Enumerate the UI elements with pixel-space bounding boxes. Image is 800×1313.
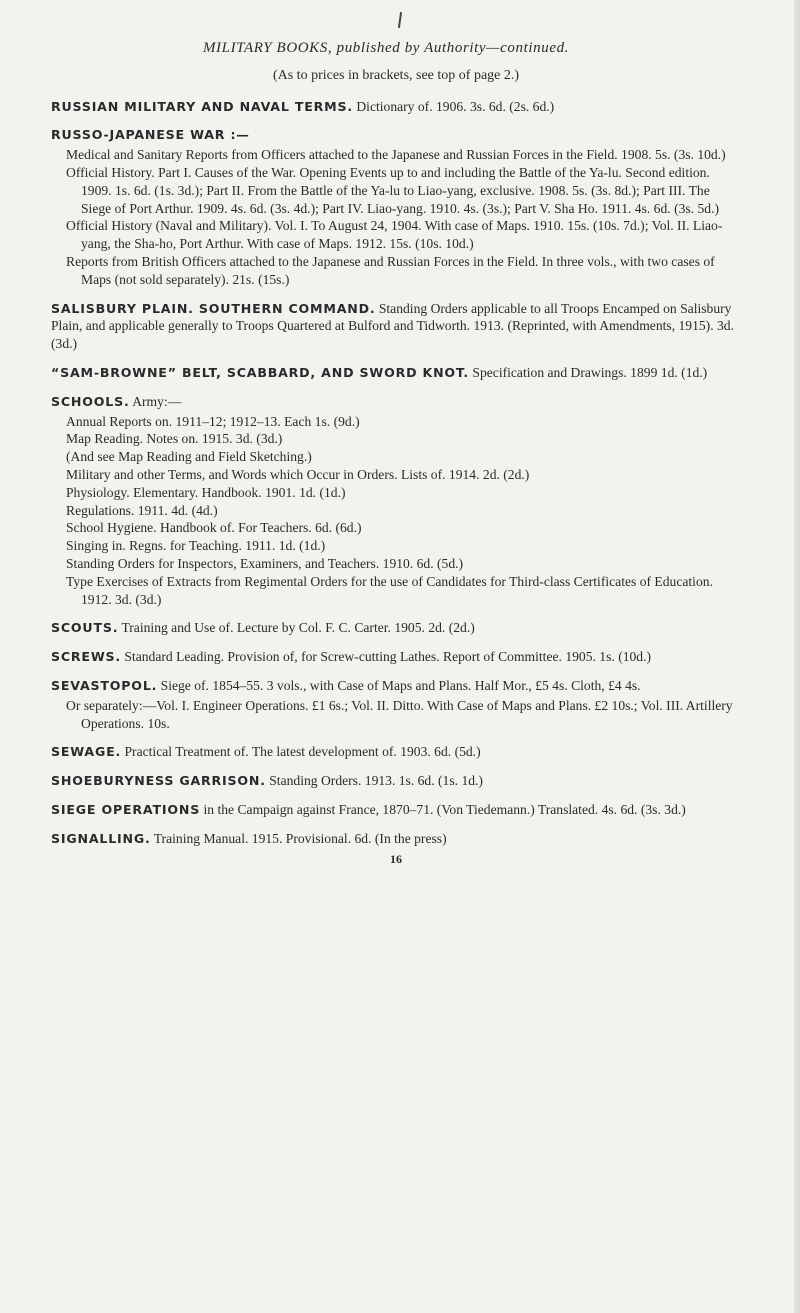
entry-heading: SEVASTOPOL. bbox=[51, 677, 158, 693]
entry-heading: SIGNALLING. bbox=[51, 830, 151, 846]
entry-heading: RUSSO-JAPANESE WAR :— bbox=[51, 127, 250, 143]
sub-entry: Military and other Terms, and Words which Occur in Orders. Lists of. 1914. 2d. (2d.) bbox=[66, 466, 530, 482]
running-head-title: MILITARY BOOKS, bbox=[202, 40, 333, 56]
entry-text: Practical Treatment of. The latest development of. 1903. 6d. (5d.) bbox=[124, 744, 481, 760]
sub-entry: Medical and Sanitary Reports from Officers attached to the Japanese and Russian Forces in the Field. 1908. 5s. (3s. 10d.) bbox=[66, 147, 726, 163]
catalogue-entry bbox=[51, 801, 741, 819]
sub-entry: Singing in. Regns. for Teaching. 1911. 1d. (1d.) bbox=[66, 538, 326, 554]
entry-heading: SIEGE OPERATIONS bbox=[51, 801, 201, 817]
entry-text: Training and Use of. Lecture by Col. F. C. Carter. 1905. 2d. (2d.) bbox=[121, 620, 475, 636]
sub-entry: Or separately:—Vol. I. Engineer Operations. £1 6s.; Vol. II. Ditto. With Case of Maps and Plans. £2 10s.; Vol. III. Artillery Operations. 10s. bbox=[66, 697, 733, 731]
sub-entry-list bbox=[51, 697, 741, 733]
entry-text: Standing Orders applicable to all Troops Encamped on Salisbury Plain, and applicable generally to Troops Quartered at Bulford and Tidworth. 1913. (Reprinted, with Amendments, 1915). 3d. (3d.) bbox=[51, 300, 734, 352]
sub-entry: Official History (Naval and Military). Vol. I. To August 24, 1904. With case of Maps. 1910. 15s. (10s. 7d.); Vol. II. Liao-yang, the Sha-ho, Port Arthur. With case of Maps. 1912. 15s. (10s. 10d.) bbox=[66, 218, 723, 252]
entry-heading: SCOUTS. bbox=[51, 620, 119, 636]
sub-entry: Map Reading. Notes on. 1915. 3d. (3d.) bbox=[66, 431, 283, 447]
page-edge bbox=[794, 0, 800, 1313]
catalogue-entry bbox=[51, 648, 741, 666]
catalogue-entry bbox=[51, 393, 741, 609]
entry-text: Standard Leading. Provision of, for Screw-cutting Lathes. Report of Committee. 1905. 1s. (10d.) bbox=[124, 649, 652, 665]
entry-text: Army:— bbox=[132, 393, 182, 409]
catalogue-entry bbox=[51, 364, 741, 382]
ink-mark bbox=[398, 12, 402, 28]
sub-entry: Annual Reports on. 1911–12; 1912–13. Each 1s. (9d.) bbox=[66, 413, 360, 429]
entry-text: Siege of. 1854–55. 3 vols., with Case of Maps and Plans. Half Mor., £5 4s. Cloth, £4 4s. bbox=[160, 677, 641, 693]
sub-entry: School Hygiene. Handbook of. For Teachers. 6d. (6d.) bbox=[66, 520, 362, 536]
sub-entry-list bbox=[51, 413, 741, 609]
price-note: (As to prices in brackets, see top of page 2.) bbox=[272, 67, 520, 83]
catalogue-entry bbox=[51, 98, 741, 116]
entry-heading: SALISBURY PLAIN. SOUTHERN COMMAND. bbox=[51, 300, 376, 316]
catalogue-entry bbox=[51, 619, 741, 637]
running-head bbox=[51, 40, 741, 58]
sub-entry-list bbox=[51, 146, 741, 288]
entry-text: Dictionary of. 1906. 3s. 6d. (2s. 6d.) bbox=[356, 98, 555, 114]
entry-text: in the Campaign against France, 1870–71. (Von Tiedemann.) Translated. 4s. 6d. (3s. 3d.) bbox=[203, 801, 686, 817]
catalogue-entry bbox=[51, 126, 741, 288]
sub-entry: Physiology. Elementary. Handbook. 1901. 1d. (1d.) bbox=[66, 484, 346, 500]
entry-heading: SCHOOLS. bbox=[51, 393, 130, 409]
page-number: 16 bbox=[390, 852, 402, 867]
catalogue-entry bbox=[51, 772, 741, 790]
catalogue-entry bbox=[51, 300, 741, 353]
entry-heading: “SAM-BROWNE” BELT, SCABBARD, AND SWORD KNOT. bbox=[51, 364, 469, 380]
running-head-subtitle: published by Authority—continued. bbox=[336, 40, 570, 56]
catalogue-entry bbox=[51, 677, 741, 732]
catalogue-entry bbox=[51, 830, 741, 848]
sub-entry: Standing Orders for Inspectors, Examiners, and Teachers. 1910. 6d. (5d.) bbox=[66, 555, 464, 571]
entry-heading: SEWAGE. bbox=[51, 744, 122, 760]
entry-text: Training Manual. 1915. Provisional. 6d. (In the press) bbox=[153, 830, 447, 846]
entry-heading: SHOEBURYNESS GARRISON. bbox=[51, 773, 266, 789]
sub-entry: Reports from British Officers attached to the Japanese and Russian Forces in the Field. In three vols., with two cases of Maps (not sold separately). 21s. (15s.) bbox=[66, 253, 715, 287]
entry-text: Specification and Drawings. 1899 1d. (1d.) bbox=[472, 364, 708, 380]
entry-text: Standing Orders. 1913. 1s. 6d. (1s. 1d.) bbox=[269, 773, 483, 789]
entry-heading: RUSSIAN MILITARY AND NAVAL TERMS. bbox=[51, 98, 353, 114]
catalogue-entry bbox=[51, 743, 741, 761]
sub-entry: (And see Map Reading and Field Sketching.) bbox=[66, 449, 312, 465]
sub-entry: Type Exercises of Extracts from Regimental Orders for the use of Candidates for Third-class Certificates of Education. 1912. 3d. (3d.) bbox=[66, 573, 713, 607]
sub-entry: Official History. Part I. Causes of the War. Opening Events up to and including the Battle of the Ya-lu. Second edition. 1909. 1s. 6d. (1s. 3d.); Part II. From the Battle of the Ya-lu to Liao-yang, exclusive. 1908. 5s. (3s. 8d.); Part III. The Siege of Port Arthur. 1909. 4s. 6d. (3s. 4d.); Part IV. Liao-yang. 1910. 4s. (3s.); Part V. Sha Ho. 1911. 4s. 6d. (3s. 5d.) bbox=[66, 164, 720, 216]
page-content bbox=[51, 40, 741, 869]
sub-entry: Regulations. 1911. 4d. (4d.) bbox=[66, 502, 218, 518]
entry-heading: SCREWS. bbox=[51, 649, 121, 665]
